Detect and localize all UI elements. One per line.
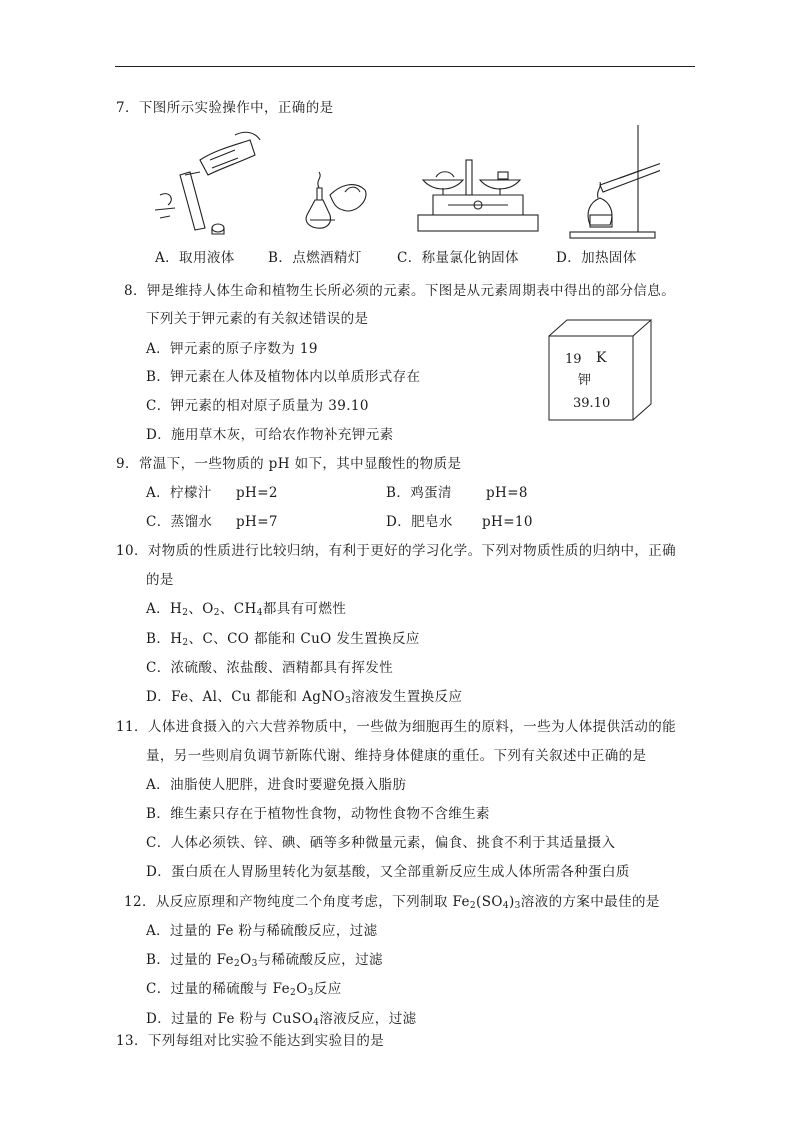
q9-option-d-label: D．肥皂水	[386, 514, 453, 530]
element-symbol: K	[596, 350, 607, 366]
q9-option-a-label: A．柠檬汁	[146, 485, 212, 501]
q11-option-c: C．人体必须铁、锌、碘、硒等多种微量元素，偏食、挑食不利于其适量摄入	[146, 835, 616, 851]
q9-option-b-ph: pH=8	[486, 485, 528, 501]
q11-option-a: A．油脂使人肥胖，进食时要避免摄入脂肪	[146, 777, 407, 793]
q11-stem-line1: 11．人体进食摄入的六大营养物质中，一些做为细胞再生的原料，一些为人体提供活动的能	[116, 719, 677, 735]
q8-option-a: A．钾元素的原子序数为 19	[146, 341, 318, 357]
q7-option-a: A．取用液体	[155, 250, 235, 266]
q11-stem-line2: 量，另一些则肩负调节新陈代谢、维持身体健康的重任。下列有关叙述中正确的是	[146, 748, 647, 764]
q9-option-c-ph: pH=7	[236, 514, 278, 530]
header-rule	[115, 66, 695, 67]
element-atomic-mass: 39.10	[573, 396, 611, 411]
q8-option-b: B．钾元素在人体及植物体内以单质形式存在	[146, 369, 421, 385]
q7-figures	[140, 120, 660, 245]
q10-option-b: B．$H_2$、C、CO 都能和 CuO 发生置换反应	[146, 631, 420, 648]
potassium-element-card	[548, 318, 652, 422]
q7-stem: 7．下图所示实验操作中，正确的是	[116, 100, 334, 116]
q11-option-b: B．维生素只存在于植物性食物，动物性食物不含维生素	[146, 806, 490, 822]
q12-option-b: B．过量的 $Fe_2O_3$与稀硫酸反应，过滤	[146, 952, 383, 969]
q7-option-d: D．加热固体	[556, 250, 637, 266]
q11-option-d: D．蛋白质在人胃肠里转化为氨基酸，又全部重新反应生成人体所需各种蛋白质	[146, 864, 630, 880]
q9-option-a-ph: pH=2	[236, 485, 278, 501]
q10-option-d: D．Fe、Al、Cu 都能和 AgNO$_3$溶液发生置换反应	[146, 689, 463, 706]
figure-d-heating-solid	[570, 125, 660, 238]
q13-stem: 13．下列每组对比实验不能达到实验目的是	[116, 1033, 385, 1049]
q8-stem-line1: 8．钾是维持人体生命和植物生长所必须的元素。下图是从元素周期表中得出的部分信息。	[124, 283, 676, 299]
q8-option-d: D．施用草木灰，可给农作物补充钾元素	[146, 427, 394, 443]
q9-option-b-label: B．鸡蛋清	[386, 485, 452, 501]
q12-stem: 12．从反应原理和产物纯度二个角度考虑，下列制取 $Fe_2(SO_4)_3$溶液的方案中最佳的是	[124, 894, 660, 911]
q12-option-c: C．过量的稀硫酸与 $Fe_2O_3$反应	[146, 981, 342, 998]
q10-option-c: C．浓硫酸、浓盐酸、酒精都具有挥发性	[146, 660, 394, 676]
q7-option-b: B．点燃酒精灯	[268, 250, 362, 266]
q9-stem: 9．常温下，一些物质的 pH 如下，其中显酸性的物质是	[116, 456, 462, 472]
figure-c-balance	[418, 160, 538, 231]
q10-stem-line1: 10．对物质的性质进行比较归纳，有利于更好的学习化学。下列对物质性质的归纳中，正确	[116, 543, 677, 559]
q10-stem-line2: 的是	[146, 572, 174, 588]
q9-option-d-ph: pH=10	[482, 514, 533, 530]
figure-b-alcohol-lamp	[306, 172, 366, 228]
q12-option-a: A．过量的 Fe 粉与稀硫酸反应，过滤	[146, 923, 378, 939]
q8-option-c: C．钾元素的相对原子质量为 39.10	[146, 398, 369, 414]
element-atomic-number: 19	[565, 352, 582, 367]
q10-option-a: A．$H_2$、$O_2$、$CH_4$都具有可燃性	[146, 601, 347, 618]
element-name: 钾	[578, 373, 592, 388]
q7-option-c: C．称量氯化钠固体	[397, 250, 519, 266]
figure-a-pouring-liquid	[155, 132, 260, 234]
q9-option-c-label: C．蒸馏水	[146, 514, 213, 530]
q12-option-d: D．过量的 Fe 粉与 CuSO$_4$溶液反应，过滤	[146, 1011, 417, 1028]
q8-stem-line2: 下列关于钾元素的有关叙述错误的是	[146, 311, 369, 327]
